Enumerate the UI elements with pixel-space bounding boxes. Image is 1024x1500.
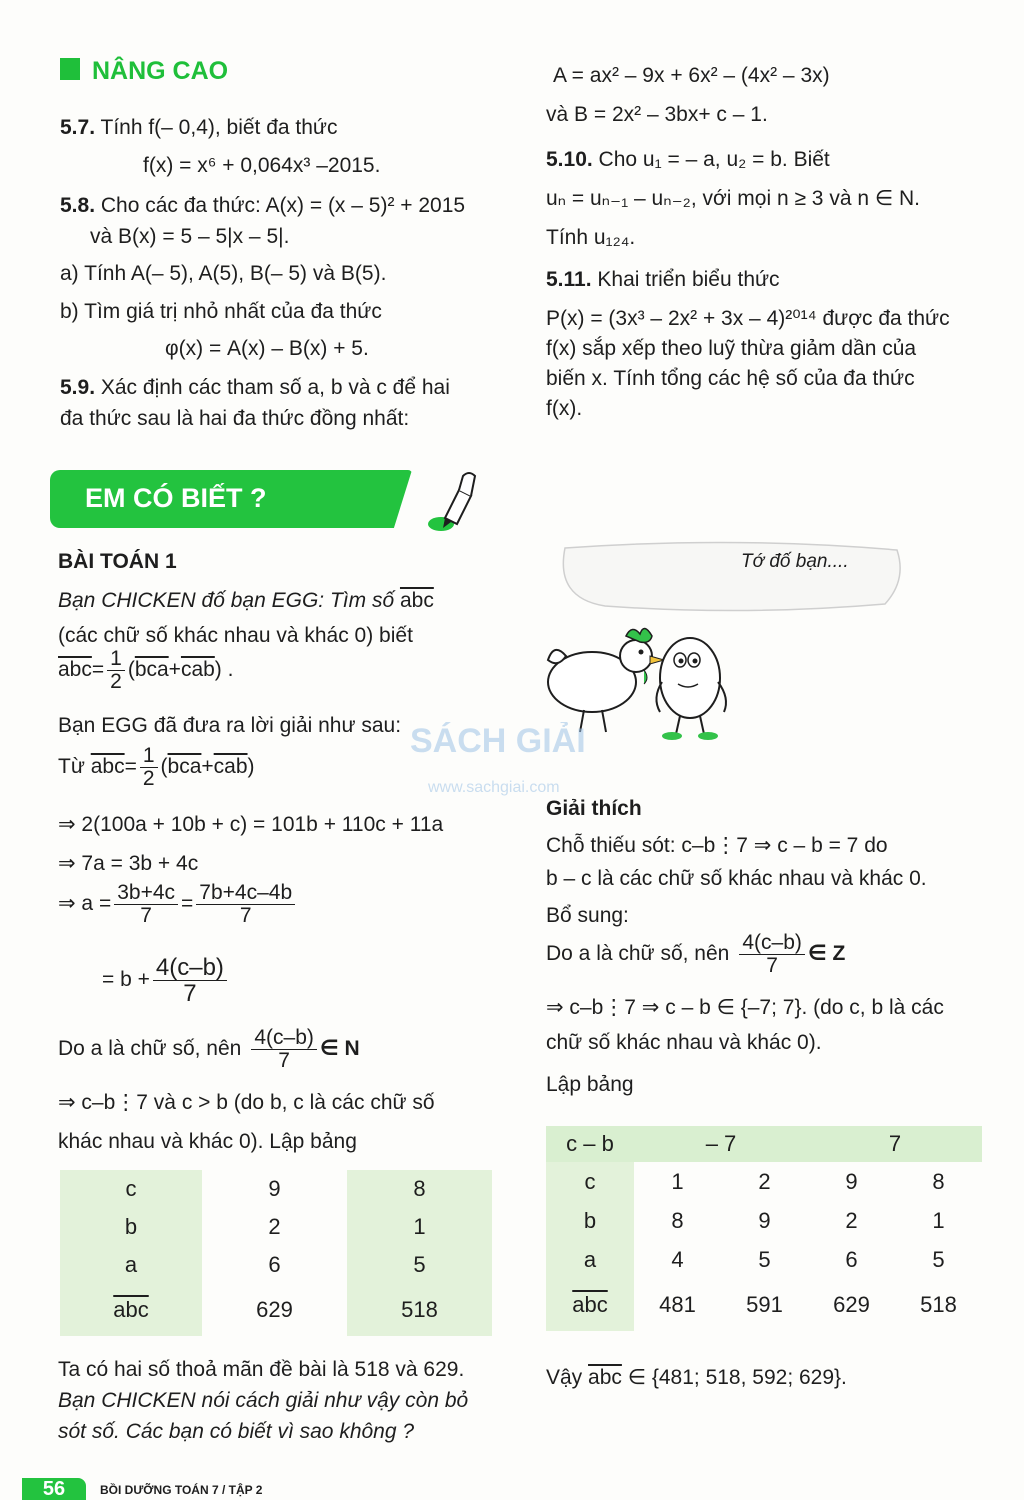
table-cell: 2 xyxy=(845,1207,858,1233)
table-cell: 518 xyxy=(347,1284,492,1336)
table-cell: 1 xyxy=(671,1168,684,1194)
table-cell: 8 xyxy=(671,1207,684,1233)
table-label: $\overline{abc}$ xyxy=(546,1279,634,1331)
problem-5-9: 5.9. Xác định các tham số a, b và c để hai xyxy=(60,376,450,399)
step-6: khác nhau và khác 0). Lập bảng xyxy=(58,1130,357,1153)
problem-5-9-line2: đa thức sau là hai đa thức đồng nhất: xyxy=(60,407,410,430)
table-label: c xyxy=(60,1170,202,1208)
step-1: ⇒ 2(100a + 10b + c) = 101b + 110c + 11a xyxy=(58,813,444,836)
table-cell: 629 xyxy=(833,1292,870,1317)
banner-title: EM CÓ BIẾT ? xyxy=(85,483,267,513)
problem-5-8-line2: và B(x) = 5 – 5|x – 5|. xyxy=(90,225,290,248)
step-tu: Từ $\overline{abc}=$ $\frac{1}{2}$ $(\overline{bca}+\overline{cab})$ xyxy=(58,744,255,791)
problem-5-11-line2: f(x) sắp xếp theo luỹ thừa giảm dần của xyxy=(546,337,917,360)
watermark-url: www.sachgiai.com xyxy=(428,779,560,796)
table-row xyxy=(546,1240,982,1279)
bai-toan-intro: Bạn CHICKEN đố bạn EGG: Tìm số $\overline{abc}$ xyxy=(58,589,434,612)
problem-5-8: 5.8. Cho các đa thức: A(x) = (x – 5)² + 2015 xyxy=(60,194,466,217)
giai-thich-line2: b – c là các chữ số khác nhau và khác 0. xyxy=(546,867,927,890)
table-label: $\overline{abc}$ xyxy=(60,1284,202,1336)
table-row xyxy=(60,1208,492,1246)
table-row xyxy=(546,1279,982,1331)
giai-thich-line4: Do a là chữ số, nên $\frac{4(c-b)}{7}$ ∈ Z xyxy=(546,931,846,978)
table-row xyxy=(546,1201,982,1240)
table-label: a xyxy=(546,1240,634,1279)
problem-5-7-formula: f(x) = x⁶ + 0,064x³ –2015. xyxy=(143,154,381,177)
given-equation: $\overline{abc}=$ $\frac{1}{2}$ $(\overline{bca}+\overline{cab})$ . xyxy=(58,647,234,694)
table-cell: 1 xyxy=(347,1208,492,1246)
step-2: ⇒ 7a = 3b + 4c xyxy=(58,852,199,875)
table-header-row xyxy=(546,1126,982,1162)
table-cell: – 7 xyxy=(705,1131,737,1156)
table-cell: 6 xyxy=(845,1246,858,1272)
table-cell: 9 xyxy=(268,1176,281,1201)
table-cell: 9 xyxy=(845,1168,858,1194)
conclusion-3: sót số. Các bạn có biết vì sao không ? xyxy=(58,1420,415,1443)
left-table xyxy=(60,1170,492,1336)
table-row xyxy=(60,1170,492,1208)
polynomial-b: và B = 2x² – 3bx+ c – 1. xyxy=(546,103,768,126)
problem-5-8-a: a) Tính A(– 5), A(5), B(– 5) và B(5). xyxy=(60,262,387,285)
step-3: ⇒ a = $\frac{3b+4c}{7}$ = $\frac{7b+4c-4b}{7}$ xyxy=(58,882,298,927)
conclusion-vay: Vậy $\overline{abc}$ ∈ {481; 518, 592; 629}. xyxy=(546,1366,847,1389)
table-cell: 518 xyxy=(920,1292,957,1317)
table-cell: 8 xyxy=(932,1168,945,1194)
table-row xyxy=(60,1246,492,1284)
bai-toan-line2: (các chữ số khác nhau và khác 0) biết xyxy=(58,624,413,647)
giai-thich-line7: Lập bảng xyxy=(546,1073,634,1096)
bai-toan-title: BÀI TOÁN 1 xyxy=(58,550,177,573)
table-label: b xyxy=(60,1208,202,1246)
table-cell: 7 xyxy=(888,1131,902,1156)
pen-icon xyxy=(425,468,485,534)
section-marker xyxy=(60,58,80,80)
egg-line: Bạn EGG đã đưa ra lời giải như sau: xyxy=(58,714,402,737)
table-cell: 8 xyxy=(347,1170,492,1208)
problem-5-7: 5.7. Tính f(– 0,4), biết đa thức xyxy=(60,116,338,139)
giai-thich-title: Giải thích xyxy=(546,797,642,820)
table-label: a xyxy=(60,1246,202,1284)
table-cell: 9 xyxy=(758,1207,771,1233)
book-title: BỒI DƯỠNG TOÁN 7 / TẬP 2 xyxy=(100,1483,263,1497)
problem-5-10-line3: Tính u₁₂₄. xyxy=(546,226,636,249)
table-cell: 4 xyxy=(671,1246,684,1272)
table-row xyxy=(546,1162,982,1201)
table-cell: 2 xyxy=(758,1168,771,1194)
step-4: = b + $\frac{4(c-b)}{7}$ xyxy=(102,955,230,1006)
table-label: c – b xyxy=(566,1131,614,1156)
speech-text: Tớ đố bạn.... xyxy=(741,551,849,572)
table-cell: 481 xyxy=(659,1292,696,1317)
page-number: 56 xyxy=(22,1478,86,1500)
table-cell: 5 xyxy=(347,1246,492,1284)
problem-5-11-line1: P(x) = (3x³ – 2x² + 3x – 4)²⁰¹⁴ được đa thức xyxy=(546,307,950,330)
giai-thich-line5: ⇒ c–b⋮7 ⇒ c – b ∈ {–7; 7}. (do c, b là các xyxy=(546,996,944,1019)
table-row xyxy=(60,1284,492,1336)
table-cell: 6 xyxy=(268,1252,281,1277)
problem-5-11-line4: f(x). xyxy=(546,397,583,420)
table-cell: 629 xyxy=(256,1297,293,1322)
table-cell: 591 xyxy=(746,1292,783,1317)
problem-5-8-b: b) Tìm giá trị nhỏ nhất của đa thức xyxy=(60,300,382,323)
conclusion-2: Bạn CHICKEN nói cách giải như vậy còn bỏ xyxy=(58,1389,469,1412)
section-title: NÂNG CAO xyxy=(92,57,229,85)
step-5: ⇒ c–b⋮7 và c > b (do b, c là các chữ số xyxy=(58,1091,435,1114)
table-label: b xyxy=(546,1201,634,1240)
table-cell: 2 xyxy=(268,1214,281,1239)
watermark-logo: SÁCH GIẢI xyxy=(410,722,586,760)
problem-5-10-line2: uₙ = uₙ₋₁ – uₙ₋₂, với mọi n ≥ 3 và n ∈ N. xyxy=(546,187,920,210)
table-cell: 1 xyxy=(932,1207,945,1233)
giai-thich-line6: chữ số khác nhau và khác 0). xyxy=(546,1031,822,1054)
table-cell: 5 xyxy=(932,1246,945,1272)
table-label: c xyxy=(546,1162,634,1201)
step-do-a: Do a là chữ số, nên $\frac{4(c-b)}{7}$ ∈ N xyxy=(58,1026,360,1073)
giai-thich-line1: Chỗ thiếu sót: c–b⋮7 ⇒ c – b = 7 do xyxy=(546,834,888,857)
speech-bubble xyxy=(545,540,915,620)
giai-thich-line3: Bổ sung: xyxy=(546,904,629,927)
conclusion-1: Ta có hai số thoả mãn đề bài là 518 và 629. xyxy=(58,1358,465,1381)
problem-5-10: 5.10. Cho u₁ = – a, u₂ = b. Biết xyxy=(546,148,830,171)
polynomial-a: A = ax² – 9x + 6x² – (4x² – 3x) xyxy=(553,64,830,87)
problem-5-11: 5.11. Khai triển biểu thức xyxy=(546,268,780,291)
problem-5-11-line3: biến x. Tính tổng các hệ số của đa thức xyxy=(546,367,915,390)
right-table xyxy=(546,1126,982,1331)
table-cell: 5 xyxy=(758,1246,771,1272)
problem-5-8-formula: φ(x) = A(x) – B(x) + 5. xyxy=(165,337,369,360)
